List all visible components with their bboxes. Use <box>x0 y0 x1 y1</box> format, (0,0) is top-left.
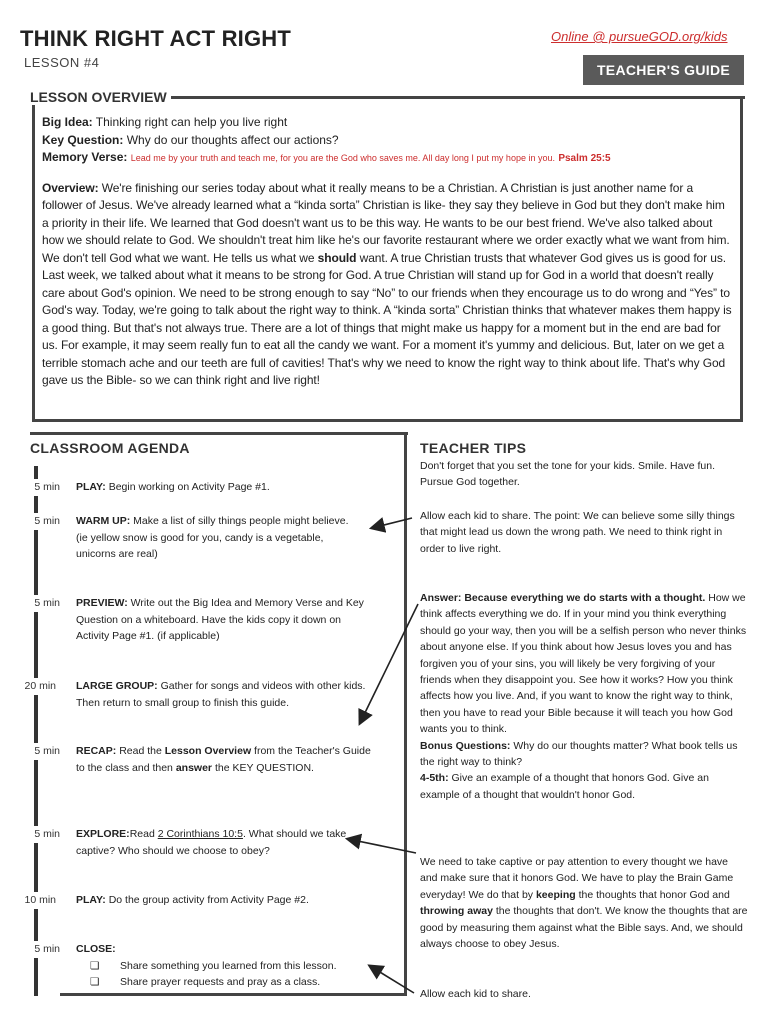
arrow-icon <box>360 604 418 723</box>
overview-heading: LESSON OVERVIEW <box>30 89 171 105</box>
tip-answer: Answer: Because everything we do starts with a thought. How we think affects everything we do. If in your mind you think everything should go your way, then you will be a selfish person who never thinks about anyone else. If you think about how Jesus loves you and has forgiven you of your sins, you will likely be very forgiving of your friends when they disappoint you. See how it works? How you think affects how you live. And, if you want to know the right way to think, then you have to read your Bible because it will teach you how God wants you to think. Bonus Questions: Why do our thoughts matter? What book tells us the right way to think? 4-5th: Give an example of a thought that honors God. Give an example of a thought that wouldn't honor God. <box>420 592 747 801</box>
online-link[interactable]: Online @ pursueGOD.org/kids <box>551 29 728 44</box>
tips-heading: TEACHER TIPS <box>420 440 527 456</box>
tip-close: Allow each kid to share. <box>420 988 531 1000</box>
page-title: THINK RIGHT ACT RIGHT <box>20 26 292 51</box>
arrow-icon <box>348 839 416 853</box>
checkbox-icon[interactable]: ❏ <box>90 976 100 988</box>
tip-warm-up: Allow each kid to share. The point: We can believe some silly things that might lead us down the wrong path. We need to think right in order to live right. <box>420 510 735 555</box>
teachers-guide-badge: TEACHER'S GUIDE <box>583 55 744 85</box>
big-idea: Big Idea: Thinking right can help you live right <box>42 115 288 129</box>
tip-tone: Don't forget that you set the tone for your kids. Smile. Have fun. Pursue God together. <box>420 460 715 489</box>
arrow-icon <box>370 966 414 993</box>
arrow-icon <box>372 518 412 528</box>
overview-paragraph: Overview: We're finishing our series today about what it really means to be a Christian. A Christian is just another name for a follower of Jesus. We've already learned what a “kinda sorta” Christian is like- they say they believe in God but they don't make him a priority in their life. We learned that God doesn't want us to be this way. He wants to be our best friend. We've also talked about how we should relate to God. We shouldn't treat him like he's our favorite restaurant where we order exactly what we want from him. We don't tell God what we want. He tells us what we should want. A true Christian trusts that whatever God gives us is good for us. Last week, we talked about what it means to be strong for God. A true Christian will stand up for God in a world that doesn't really care about God's opinion. We need to be strong enough to say “No” to our friends when they encourage us to do wrong and “Yes” to God's way. Today, we're going to talk about the right way to think. A “kinda sorta” Christian thinks that whatever makes them happy is a good thing. But that's not always true. There are a lot of things that might make us happy for a moment but in the end are bad for us. For example, it may seem really fun to eat all the candy we want. For a moment it's yummy and delicious. But, later on we get a terrible stomach ache and our teeth are full of cavities! That's why we need to know the right way to think about life. That's why God gave us the Bible- so we can think right and live right! <box>42 180 732 387</box>
checkbox-icon[interactable]: ❏ <box>90 959 100 972</box>
close-checklist-item: ❏ Share something you learned from this lesson. <box>90 958 376 975</box>
tip-explore: We need to take captive or pay attention to every thought we have and make sure that it honors God. We have to play the Brain Game everyday! We do that by keeping the thoughts that honor God and throwing away the thoughts that don't. We know the thoughts that are good by measuring them against what the Bible says. And, we should always choose to obey Jesus. <box>420 856 748 951</box>
close-checklist-item: ❏ Share prayer requests and pray as a class. <box>90 974 376 991</box>
memory-verse: Memory Verse: Lead me by your truth and teach me, for you are the God who saves me. All day long I put my hope in you. Psalm 25:5 <box>42 150 611 164</box>
agenda-heading: CLASSROOM AGENDA <box>30 440 196 456</box>
lesson-number: LESSON #4 <box>24 55 100 70</box>
scripture-link[interactable]: 2 Corinthians 10:5 <box>157 828 243 840</box>
key-question: Key Question: Why do our thoughts affect our actions? <box>42 132 339 147</box>
